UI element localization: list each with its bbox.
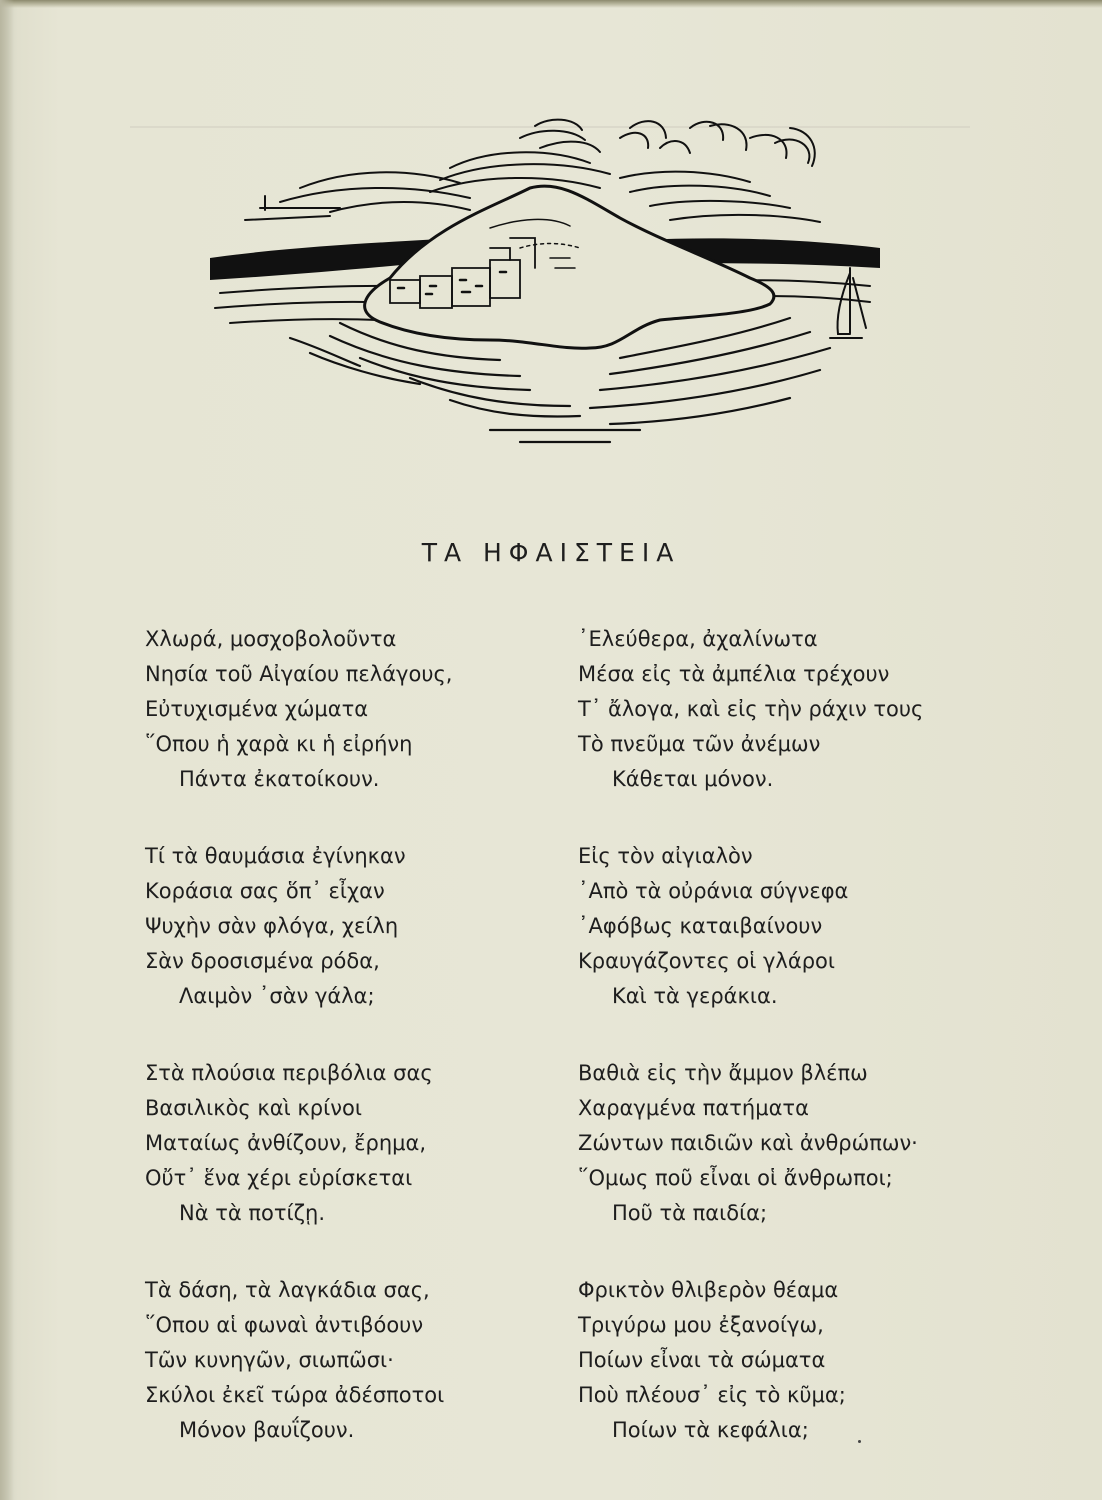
stanza [578, 1056, 923, 1273]
verse-line-indented: Κάθεται μόνον. [612, 767, 774, 791]
verse-line-indented: Ποῦ τὰ παιδία; [612, 1201, 768, 1225]
stanza [145, 622, 452, 839]
verse-line: Βασιλικὸς καὶ κρίνοι [145, 1096, 362, 1120]
verse-line: Σὰν δροσισμένα ρόδα, [145, 949, 380, 973]
verse-line: Μέσα εἰς τὰ ἀμπέλια τρέχουν [578, 662, 890, 686]
island-illustration [190, 108, 910, 448]
verse-line: Σκύλοι ἐκεῖ τώρα ἀδέσποτοι [145, 1383, 445, 1407]
poem-right-column [578, 622, 923, 1490]
verse-line: Ποὺ πλέουσ᾽ εἰς τὸ κῦμα; [578, 1383, 846, 1407]
page-binding-edge [0, 0, 14, 1500]
stanza [578, 1273, 923, 1490]
verse-line-indented: Ποίων τὰ κεφάλια; [612, 1418, 809, 1442]
poem-title: ΤΑ ΗΦΑΙΣΤΕΙΑ [421, 538, 681, 567]
verse-line: Τ᾽ ἄλογα, καὶ εἰς τὴν ράχιν τους [578, 697, 924, 721]
verse-line: Ζώντων παιδιῶν καὶ ἀνθρώπων· [578, 1131, 918, 1155]
verse-line: ῞Οπου ἡ χαρὰ κι ἡ εἰρήνη [145, 732, 413, 756]
stanza [145, 1056, 452, 1273]
verse-line: ῞Οπου αἱ φωναὶ ἀντιβόουν [145, 1313, 424, 1337]
ink-speck [858, 1440, 861, 1443]
verse-line: Τριγύρω μου ἐξανοίγω, [578, 1313, 824, 1337]
verse-line-indented: Πάντα ἐκατοίκουν. [179, 767, 380, 791]
verse-line: Ποίων εἶναι τὰ σώματα [578, 1348, 826, 1372]
stanza [578, 622, 923, 839]
stanza [578, 839, 923, 1056]
verse-line: ᾽Απὸ τὰ οὐράνια σύγνεφα [578, 879, 849, 903]
island [365, 186, 774, 348]
verse-line: Εὐτυχισμένα χώματα [145, 697, 369, 721]
sailboat [830, 268, 866, 338]
verse-line: ᾽Αφόβως καταιβαίνουν [578, 914, 823, 938]
verse-line: ῞Ομως ποῦ εἶναι οἱ ἄνθρωποι; [578, 1166, 893, 1190]
verse-line: Κραυγάζοντες οἱ γλάροι [578, 949, 835, 973]
verse-line: Τὰ δάση, τὰ λαγκάδια σας, [145, 1278, 430, 1302]
verse-line: Φρικτὸν θλιβερὸν θέαμα [578, 1278, 839, 1302]
verse-line: Βαθιὰ εἰς τὴν ἄμμον βλέπω [578, 1061, 868, 1085]
verse-line-indented: Νὰ τὰ ποτίζῃ. [179, 1201, 326, 1225]
verse-line: Ψυχὴν σὰν φλόγα, χείλη [145, 914, 399, 938]
verse-line: Κοράσια σας ὅπ᾽ εἶχαν [145, 879, 385, 903]
verse-line: Ματαίως ἀνθίζουν, ἔρημα, [145, 1131, 427, 1155]
verse-line-indented: Καὶ τὰ γεράκια. [612, 984, 778, 1008]
verse-line: ᾽Ελεύθερα, ἀχαλίνωτα [578, 627, 818, 651]
verse-line: Οὔτ᾽ ἕνα χέρι εὑρίσκεται [145, 1166, 413, 1190]
stanza [145, 1273, 452, 1490]
page-top-edge [0, 0, 1102, 8]
verse-line: Εἰς τὸν αἰγιαλὸν [578, 844, 753, 868]
stanza [145, 839, 452, 1056]
verse-line: Νησία τοῦ Αἰγαίου πελάγους, [145, 662, 453, 686]
verse-line-indented: Μόνον βαυΐζουν. [179, 1418, 355, 1442]
verse-line: Χλωρά, μοσχοβολοῦντα [145, 627, 397, 651]
verse-line: Χαραγμένα πατήματα [578, 1096, 809, 1120]
verse-line: Τῶν κυνηγῶν, σιωπῶσι· [145, 1348, 394, 1372]
poem-left-column [145, 622, 452, 1490]
verse-line: Στὰ πλούσια περιβόλια σας [145, 1061, 433, 1085]
verse-line: Τί τὰ θαυμάσια ἐγίνηκαν [145, 844, 406, 868]
verse-line-indented: Λαιμὸν ᾽σὰν γάλα; [179, 984, 375, 1008]
verse-line: Τὸ πνεῦμα τῶν ἀνέμων [578, 732, 821, 756]
